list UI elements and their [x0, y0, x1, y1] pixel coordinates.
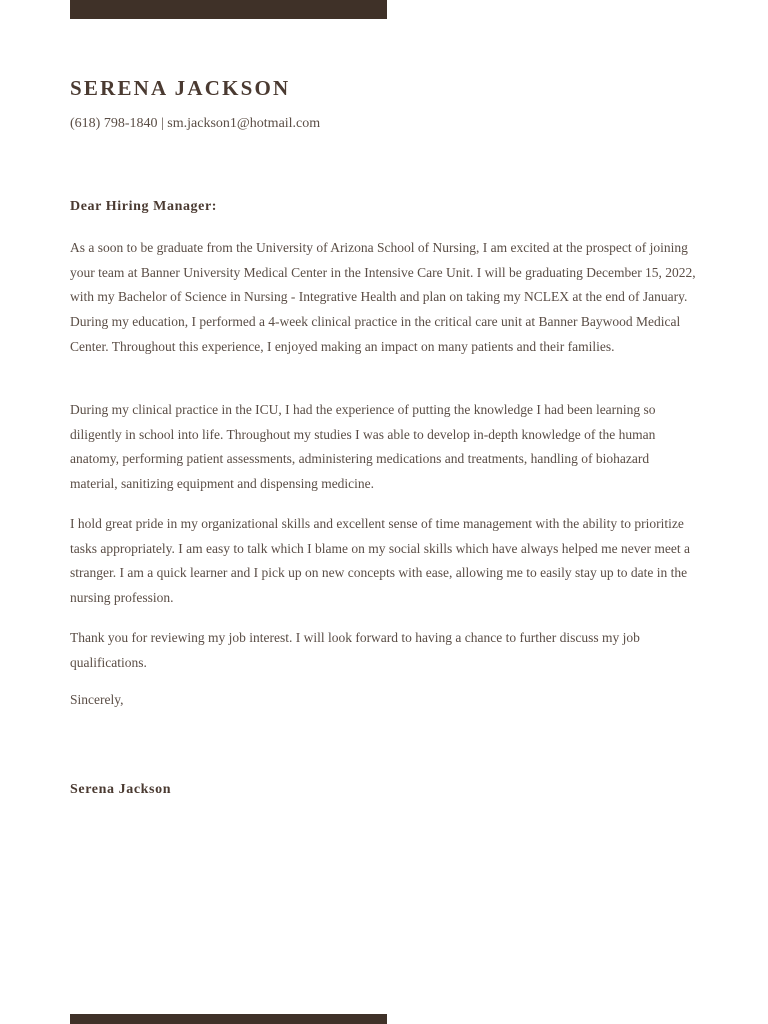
bottom-accent-bar: [70, 1014, 387, 1024]
body-paragraph: During my clinical practice in the ICU, I had the experience of putting the knowledge I had been learning so diligently in school into life. Throughout my studies I was able to develop in-depth knowledge of the human anatomy, performing patient assessments, administering medications and treatments, handling of biohazard material, sanitizing equipment and dispensing medicine.: [70, 402, 656, 492]
salutation: Dear Hiring Manager:: [70, 199, 218, 214]
top-accent-bar: [70, 0, 387, 19]
body-paragraph: As a soon to be graduate from the University of Arizona School of Nursing, I am excited at the prospect of joining your team at Banner University Medical Center in the Intensive Care Unit. I will be graduating December 15, 2022, with my Bachelor of Science in Nursing - Integrative Health and plan on taking my NCLEX at the end of January. During my education, I performed a 4-week clinical practice in the critical care unit at Banner Baywood Medical Center. Throughout this experience, I enjoyed making an impact on many patients and their families.: [70, 240, 696, 354]
contact-info: (618) 798-1840 | sm.jackson1@hotmail.com: [70, 116, 321, 131]
signature: Serena Jackson: [70, 782, 172, 797]
body-paragraph: I hold great pride in my organizational skills and excellent sense of time management with the ability to prioritize tasks appropriately. I am easy to talk which I blame on my social skills which have always helped me never meet a stranger. I am a quick learner and I pick up on new concepts with ease, allowing me to easily stay up to date in the nursing profession.: [70, 516, 690, 606]
closing: Sincerely,: [70, 692, 124, 707]
body-paragraph: Thank you for reviewing my job interest. I will look forward to having a chance to further discuss my job qualifications.: [70, 630, 640, 670]
applicant-name: SERENA JACKSON: [70, 76, 291, 100]
